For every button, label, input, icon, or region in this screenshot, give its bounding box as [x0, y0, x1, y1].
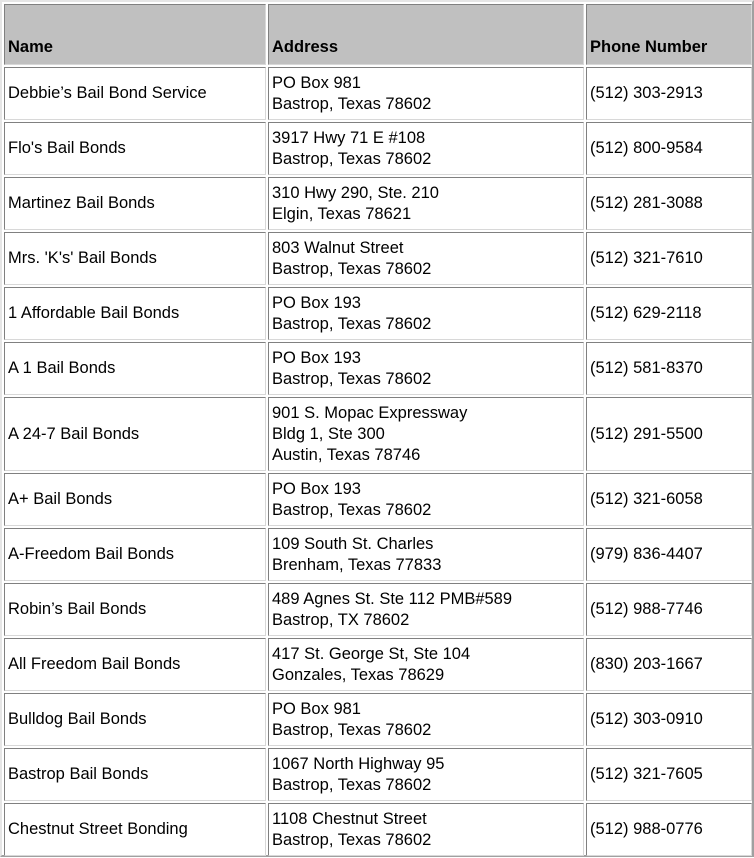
address-line: 901 S. Mopac Expressway [272, 403, 468, 422]
address-cell [268, 803, 584, 856]
bail-bond-name-cell: 1 Affordable Bail Bonds [4, 287, 266, 340]
table-row [4, 397, 752, 471]
table-row [4, 803, 752, 856]
bail-bond-name-cell: Mrs. 'K's' Bail Bonds [4, 232, 266, 285]
bail-bonds-table [2, 2, 754, 858]
address-line: Bastrop, Texas 78602 [272, 149, 432, 168]
bail-bond-name-cell: A 1 Bail Bonds [4, 342, 266, 395]
phone-number-cell: (512) 291-5500 [586, 397, 752, 471]
address-cell [268, 583, 584, 636]
header-row [4, 4, 752, 65]
address-cell [268, 638, 584, 691]
address-line: Bastrop, Texas 78602 [272, 830, 432, 849]
address-cell [268, 473, 584, 526]
table-row [4, 583, 752, 636]
address-line: Elgin, Texas 78621 [272, 204, 412, 223]
address-line: 489 Agnes St. Ste 112 PMB#589 [272, 589, 513, 608]
phone-number-cell: (512) 321-7605 [586, 748, 752, 801]
address-line: Bastrop, Texas 78602 [272, 259, 432, 278]
address-line: 109 South St. Charles [272, 534, 434, 553]
bail-bond-name-cell: Chestnut Street Bonding [4, 803, 266, 856]
address-line: Gonzales, Texas 78629 [272, 665, 445, 684]
phone-number-cell: (512) 321-6058 [586, 473, 752, 526]
phone-number-cell: (512) 281-3088 [586, 177, 752, 230]
table-row [4, 122, 752, 175]
address-cell [268, 397, 584, 471]
address-cell [268, 693, 584, 746]
phone-number-cell: (830) 203-1667 [586, 638, 752, 691]
address-line: Bastrop, Texas 78602 [272, 94, 432, 113]
table-row [4, 473, 752, 526]
table-row [4, 342, 752, 395]
bail-bond-name-cell: All Freedom Bail Bonds [4, 638, 266, 691]
table-row [4, 693, 752, 746]
address-line: 1067 North Highway 95 [272, 754, 445, 773]
phone-number-cell: (512) 303-2913 [586, 67, 752, 120]
address-line: 417 St. George St, Ste 104 [272, 644, 471, 663]
address-line: 3917 Hwy 71 E #108 [272, 128, 426, 147]
bail-bond-name-cell: Robin’s Bail Bonds [4, 583, 266, 636]
address-line: PO Box 981 [272, 73, 361, 92]
table-row [4, 287, 752, 340]
table-row [4, 232, 752, 285]
address-line: PO Box 193 [272, 293, 361, 312]
address-line: Bastrop, Texas 78602 [272, 314, 432, 333]
bail-bond-name-cell: Martinez Bail Bonds [4, 177, 266, 230]
address-line: Bastrop, Texas 78602 [272, 775, 432, 794]
address-line: Bastrop, Texas 78602 [272, 500, 432, 519]
phone-number-cell: (512) 800-9584 [586, 122, 752, 175]
phone-number-cell: (512) 988-7746 [586, 583, 752, 636]
bail-bond-name-cell: A+ Bail Bonds [4, 473, 266, 526]
bail-bond-name-cell: A 24-7 Bail Bonds [4, 397, 266, 471]
phone-number-cell: (512) 303-0910 [586, 693, 752, 746]
bail-bond-name-cell: Bulldog Bail Bonds [4, 693, 266, 746]
address-line: PO Box 193 [272, 348, 361, 367]
table-row [4, 177, 752, 230]
address-line: Bastrop, TX 78602 [272, 610, 410, 629]
table-row [4, 748, 752, 801]
table-row [4, 67, 752, 120]
address-line: Bastrop, Texas 78602 [272, 369, 432, 388]
address-line: PO Box 193 [272, 479, 361, 498]
bail-bond-name-cell: Flo's Bail Bonds [4, 122, 266, 175]
name-column-header: Name [4, 4, 266, 65]
bail-bond-name-cell: Debbie’s Bail Bond Service [4, 67, 266, 120]
phone-number-cell: (512) 988-0776 [586, 803, 752, 856]
address-cell [268, 122, 584, 175]
table-row [4, 638, 752, 691]
bail-bond-name-cell: A-Freedom Bail Bonds [4, 528, 266, 581]
address-line: 803 Walnut Street [272, 238, 404, 257]
address-cell [268, 528, 584, 581]
phone-number-cell: (512) 321-7610 [586, 232, 752, 285]
address-cell [268, 177, 584, 230]
phone-number-cell: (979) 836-4407 [586, 528, 752, 581]
address-line: PO Box 981 [272, 699, 361, 718]
address-line: 1108 Chestnut Street [272, 809, 427, 828]
address-cell [268, 748, 584, 801]
address-cell [268, 342, 584, 395]
phone-column-header: Phone Number [586, 4, 752, 65]
phone-number-cell: (512) 629-2118 [586, 287, 752, 340]
phone-number-cell: (512) 581-8370 [586, 342, 752, 395]
address-cell [268, 232, 584, 285]
address-line: 310 Hwy 290, Ste. 210 [272, 183, 439, 202]
table-body [4, 67, 752, 856]
address-cell [268, 67, 584, 120]
table-row [4, 528, 752, 581]
address-line: Bldg 1, Ste 300 [272, 424, 385, 443]
address-line: Austin, Texas 78746 [272, 445, 421, 464]
address-cell [268, 287, 584, 340]
address-line: Brenham, Texas 77833 [272, 555, 442, 574]
address-column-header: Address [268, 4, 584, 65]
bail-bond-name-cell: Bastrop Bail Bonds [4, 748, 266, 801]
address-line: Bastrop, Texas 78602 [272, 720, 432, 739]
